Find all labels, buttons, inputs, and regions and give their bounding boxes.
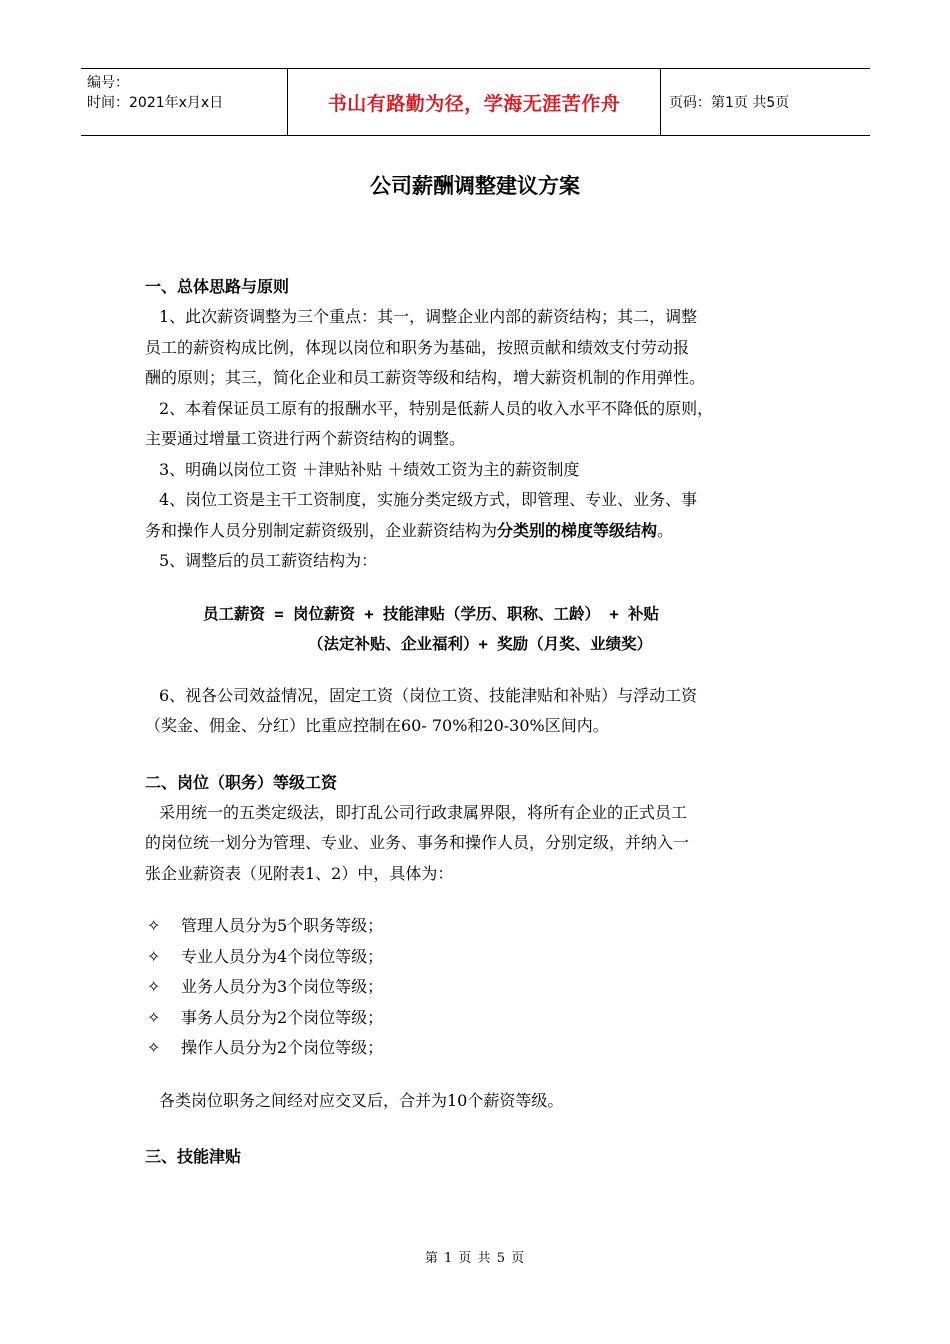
section1-paragraph-3: 3、明确以岗位工资 ＋津贴补贴 ＋绩效工资为主的薪资制度 — [159, 459, 580, 479]
header-motto-cell — [288, 69, 661, 136]
section2-paragraph-1-line-1: 采用统一的五类定级法，即打乱公司行政隶属界限，将所有企业的正式员工 — [159, 802, 688, 822]
section2-summary: 各类岗位职务之间经对应交叉后，合并为10个薪资等级。 — [159, 1090, 564, 1110]
header-left-cell — [81, 69, 288, 136]
list-item-text: 业务人员分为3个岗位等级； — [181, 977, 384, 996]
section1-paragraph-4-post: 。 — [657, 520, 674, 540]
list-item-text: 专业人员分为4个岗位等级； — [181, 946, 384, 966]
section1-paragraph-4-pre: 务和操作人员分别制定薪资级别，企业薪资结构为 — [145, 520, 498, 540]
document-title: 公司薪酬调整建议方案 — [370, 174, 580, 198]
section1-paragraph-6-line-2: （奖金、佣金、分红）比重应控制在60- 70%和20-30%区间内。 — [145, 716, 609, 735]
diamond-bullet-icon: ✧ — [147, 916, 161, 935]
list-item — [145, 972, 825, 1003]
list-item — [145, 911, 825, 942]
section1-paragraph-4-line-2 — [145, 516, 825, 547]
section1-paragraph-1-line-2: 员工的薪资构成比例，体现以岗位和职务为基础，按照贡献和绩效支付劳动报 — [145, 337, 690, 357]
header-page-info: 页码：第1页 共5页 — [669, 95, 790, 111]
document-header — [81, 68, 870, 136]
section1-paragraph-1-line-3: 酬的原则；其三，简化企业和员工薪资等级和结构，增大薪资机制的作用弹性。 — [145, 368, 706, 387]
section1-paragraph-4-line-1: 4、岗位工资是主干工资制度，实施分类定级方式，即管理、专业、业务、事 — [159, 490, 698, 509]
diamond-bullet-icon: ✧ — [147, 1007, 161, 1027]
list-item — [145, 1033, 825, 1064]
list-item — [145, 942, 825, 973]
list-item-text: 管理人员分为5个职务等级； — [181, 916, 384, 935]
list-item-text: 事务人员分为2个岗位等级； — [181, 1007, 384, 1027]
page-footer: 第 1 页 共 5 页 — [424, 1251, 526, 1266]
grade-bullet-list — [145, 911, 825, 1064]
section3-heading: 三、技能津贴 — [145, 1147, 242, 1166]
section1-paragraph-1-line-1: 1、此次薪资调整为三个重点：其一，调整企业内部的薪资结构；其二，调整 — [159, 307, 698, 326]
section2-paragraph-1-line-3: 张企业薪资表（见附表1、2）中，具体为： — [145, 863, 454, 883]
salary-formula — [145, 599, 825, 659]
salary-formula-line-2: （法定补贴、企业福利）+ 奖励（月奖、业绩奖） — [308, 634, 653, 653]
section1-paragraph-6-line-1: 6、视各公司效益情况，固定工资（岗位工资、技能津贴和补贴）与浮动工资 — [159, 685, 698, 705]
section1-paragraph-4-bold: 分类别的梯度等级结构 — [497, 520, 658, 540]
document-number-label: 编号： — [87, 75, 129, 91]
header-motto: 书山有路勤为径，学海无涯苦作舟 — [327, 92, 621, 115]
diamond-bullet-icon: ✧ — [147, 1038, 161, 1057]
list-item — [145, 1003, 825, 1034]
diamond-bullet-icon: ✧ — [147, 977, 161, 996]
section2-heading: 二、岗位（职务）等级工资 — [145, 772, 338, 792]
section1-paragraph-5: 5、调整后的员工薪资结构为： — [159, 551, 378, 570]
document-body — [145, 272, 825, 1172]
list-item-text: 操作人员分为2个岗位等级； — [181, 1038, 384, 1057]
section2-paragraph-1-line-2: 的岗位统一划分为管理、专业、业务、事务和操作人员，分别定级，并纳入一 — [145, 833, 690, 852]
header-page-cell — [661, 69, 871, 136]
section1-paragraph-2-line-1: 2、本着保证员工原有的报酬水平，特别是低薪人员的收入水平不降低的原则， — [159, 398, 714, 418]
section1-paragraph-2-line-2: 主要通过增量工资进行两个薪资结构的调整。 — [145, 429, 466, 448]
diamond-bullet-icon: ✧ — [147, 946, 161, 966]
document-time-label: 时间：2021年x月x日 — [87, 95, 224, 111]
salary-formula-line-1: 员工薪资 = 岗位薪资 + 技能津贴（学历、职称、工龄） + 补贴 — [203, 604, 659, 623]
section1-heading: 一、总体思路与原则 — [145, 277, 290, 296]
